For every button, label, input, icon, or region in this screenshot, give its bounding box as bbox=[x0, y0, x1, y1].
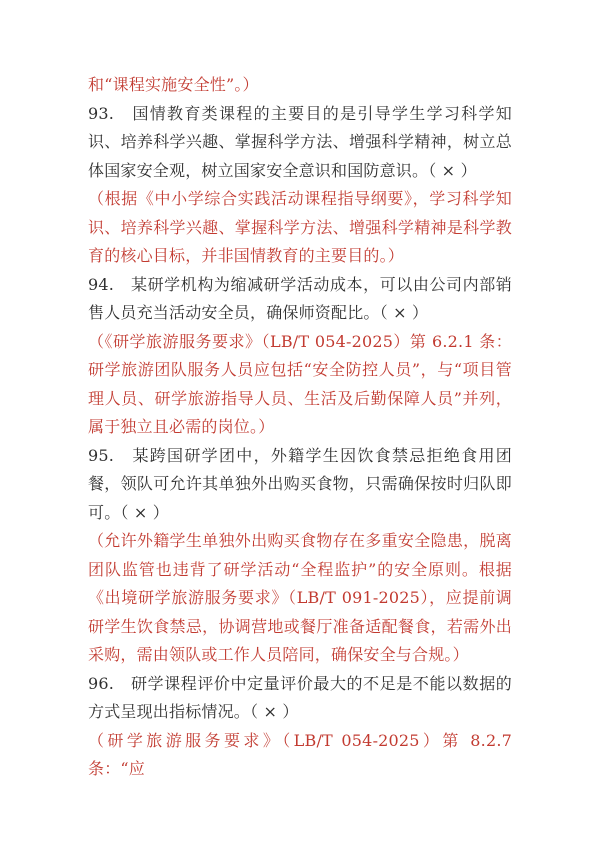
answer-paragraph: （根据《中小学综合实践活动课程指导纲要》，学习科学知识、培养科学兴趣、掌握科学方法、增强科学精神是科学教育的核心目标，并非国情教育的主要目的。） bbox=[88, 189, 512, 265]
answer-paragraph: （允许外籍学生单独外出购买食物存在多重安全隐患，脱离团队监管也违背了研学活动“全程监护”的安全原则。根据《出境研学旅游服务要求》（LB/T 091-2025），应提前调研学生饮食禁忌，协调营地或餐厅准备适配餐食，若需外出采购，需由领队或工作人员陪同，确保安全与合规。） bbox=[88, 531, 512, 664]
question-paragraph: 94. 某研学机构为缩减研学活动成本，可以由公司内部销售人员充当活动安全员，确保师资配比。（ × ） bbox=[88, 274, 512, 322]
answer-paragraph: （《研学旅游服务要求》（LB/T 054-2025）第 6.2.1 条：研学旅游团队服务人员应包括“安全防控人员”，与“项目管理人员、研学旅游指导人员、生活及后勤保障人员”并列，属于独立且必需的岗位。） bbox=[88, 331, 512, 436]
answer-paragraph: 和“课程实施安全性”。） bbox=[88, 75, 259, 94]
question-paragraph: 95. 某跨国研学团中，外籍学生因饮食禁忌拒绝食用团餐，领队可允许其单独外出购买食物，只需确保按时归队即可。（ × ） bbox=[88, 445, 512, 522]
answer-paragraph: （研学旅游服务要求》（LB/T 054-2025）第 8.2.7 条：“应 bbox=[88, 730, 512, 778]
question-paragraph: 93. 国情教育类课程的主要目的是引导学生学习科学知识、培养科学兴趣、掌握科学方法、增强科学精神，树立总体国家安全观，树立国家安全意识和国防意识。（ × ） bbox=[88, 103, 512, 180]
question-paragraph: 96. 研学课程评价中定量评价最大的不足是不能以数据的方式呈现出指标情况。（ × ） bbox=[88, 673, 512, 721]
